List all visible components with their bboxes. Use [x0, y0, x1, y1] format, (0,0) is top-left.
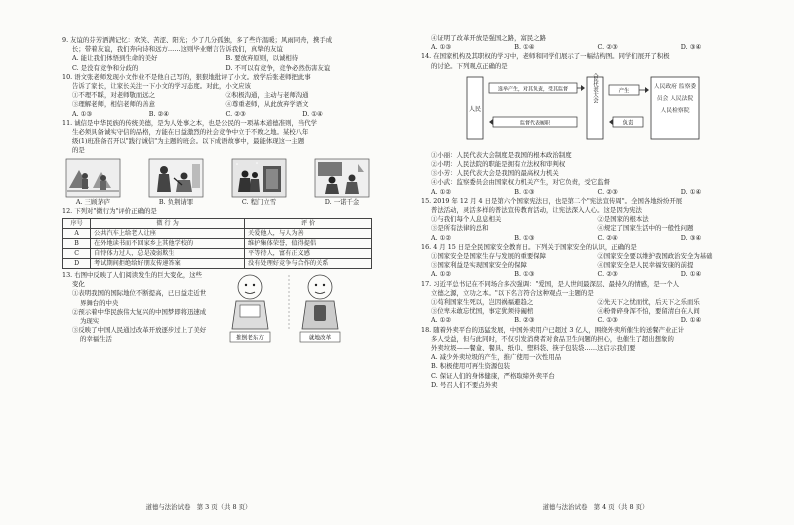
q14-structure-diagram — [431, 73, 764, 149]
q10-answer-b: B. ②④ — [148, 109, 169, 118]
q18-option-b: B. 积极使用可再生资源包装 — [431, 362, 511, 371]
q13-cartoon — [220, 265, 358, 349]
page-3-footer: 道德与法治试卷 第 3 页（共 8 页） — [145, 503, 252, 511]
question-13-continued — [421, 34, 764, 52]
q16-answer-c: C. ②③ — [597, 270, 618, 279]
q16-option-2: ②国家安全要以维护我国政治安全为基础 — [597, 252, 713, 261]
q15-answer-c: C. ②④ — [597, 233, 618, 242]
q17-answer-b: B. ②③ — [514, 316, 535, 325]
q11-picture-a — [62, 158, 124, 207]
q11-stem-1: 11. 诚信是中华民族的传统美德，是为人处事之本，也是公民的一项基本道德准则，当代学 — [62, 118, 318, 127]
q18-stem-1: 18. 随着外卖平台的迅猛发展，中国外卖用户已超过 3 亿人，围绕外卖所催生的送餐产业正计 — [421, 325, 685, 334]
q11-picture-d — [311, 158, 373, 207]
question-15 — [421, 197, 764, 243]
q10-answer-a: A. ①③ — [72, 109, 93, 118]
q18-option-a: A. 减少外卖垃圾的产生，推广使用一次性用品 — [431, 353, 562, 362]
q9-option-a: A. 能让我们体悟到生命的美好 — [72, 54, 158, 63]
cartoon-reading-change-icon — [220, 265, 358, 345]
question-18 — [421, 326, 764, 390]
q16-answer-a: A. ①② — [431, 270, 452, 279]
row-b-seq: B — [63, 239, 91, 249]
q15-option-4: ④规定了国家生活中的一般性问题 — [597, 224, 694, 233]
q17-option-1: ①苟利国家生死以，岂因祸福避趋之 — [431, 298, 534, 307]
q14-option-1: ①小丽：人民代表大会制度是我国的根本政治制度 — [431, 150, 572, 159]
question-10 — [62, 73, 379, 119]
page-4-footer: 道德与法治试卷 第 4 页（共 8 页） — [542, 503, 649, 511]
table-header — [63, 219, 372, 229]
row-b-evaluation: 维护集体荣誉，值得提倡 — [245, 239, 372, 249]
table-row — [63, 239, 372, 249]
q10-option-3: ③理解老师，相信老师的善意 — [72, 100, 156, 109]
arrow-left-icon — [489, 119, 493, 125]
arrow-left-icon — [609, 119, 613, 125]
question-14 — [421, 52, 764, 196]
q10-stem-1: 10. 语文张老师发现小文作业不是他自己写的，狠狠地批评了小文。放学后张老师把此事 — [62, 72, 311, 81]
q17-stem-1: 17. 习近平总书记在不同场合多次强调："爱国，是人世间最深层、最持久的情感，是一个人 — [421, 279, 679, 288]
q18-option-c: C. 保证人们的身体健康，严格取缔外卖平台 — [431, 371, 555, 380]
q9-option-b: B. 要放弃原则，以诚相待 — [225, 54, 299, 63]
q13-option-3b: 的幸福生活 — [80, 335, 112, 344]
q9-option-d: D. 不可以有竞争，竞争必然伤害友谊 — [225, 63, 331, 72]
q13-answer-d: D. ③④ — [680, 43, 702, 52]
q13-option-4: ④证明了改革开放是强国之路，富民之路 — [431, 34, 547, 42]
question-13 — [62, 271, 379, 349]
q13-stem-1: 13. 右图中反映了人们阅读发生的巨大变化，这些 — [62, 271, 203, 280]
q14-option-3: ③小芳：人民代表大会是我国的最高权力机关 — [431, 169, 559, 178]
q11-stem-3: 级(1)班准备召开以"践行诚信"为主题的班会。以下成语故事中，最能体现这一主题 — [72, 137, 305, 146]
q16-answer-d: D. ①④ — [680, 270, 702, 279]
diagram-arrow-bottom-label: 监督代表履职 — [519, 120, 551, 127]
q17-stem-2: 立德之源，立功之本。"以下名言符合这种观点一主题的是 — [431, 288, 594, 297]
header-behavior: 微 行 为 — [91, 219, 245, 229]
q18-option-d: D. 号召人们不要点外卖 — [431, 380, 498, 389]
q13-option-3a: ③反映了中国人民通过改革开放逐步过上了美好 — [72, 326, 207, 335]
page-right — [397, 0, 794, 525]
q10-option-4: ④尊重老师，从此放弃学语文 — [225, 100, 309, 109]
q16-option-3: ③国家利益是实现国家安全的保障 — [431, 261, 527, 270]
diagram-middle-bottom-label: 负责 — [622, 120, 634, 127]
q11-stem-4: 的是 — [72, 146, 85, 155]
q11-picture-b — [145, 158, 207, 207]
q14-option-2: ②小明：人民法院的职能是拥有立法权和审判权 — [431, 160, 566, 169]
q15-option-1: ①与我们每个人息息相关 — [431, 215, 502, 224]
diagram-arrow-top-label: 选举产生，对其负责，受其监督 — [497, 86, 569, 93]
row-a-behavior: 公共汽车上给老人让座 — [91, 229, 245, 239]
q16-stem: 16. 4 月 15 日是全民国家安全教育日。下列关于国家安全的认识，正确的是 — [421, 242, 637, 251]
q10-answer-d: D. ①④ — [302, 109, 323, 118]
q17-option-4: ④粉骨碎身浑不怕，要留清白在人间 — [597, 307, 700, 316]
row-c-seq: C — [63, 249, 91, 259]
q11-stem-2: 生必须具备诚实守信的品格，方能在日益激烈的社会竞争中立于不败之地。某校八年 — [72, 128, 309, 137]
question-12 — [62, 207, 379, 269]
q11-label-d: D. 一诺千金 — [324, 197, 360, 206]
header-seq: 序号 — [63, 219, 91, 229]
q10-stem-2: 告诉了家长，让家长关注一下小文的学习态度。对此，小文应该 — [72, 82, 251, 91]
row-d-seq: D — [63, 259, 91, 269]
header-evaluation: 评 价 — [245, 219, 372, 229]
q15-answer-b: B. ①③ — [514, 233, 535, 242]
q11-picture-row — [62, 158, 379, 207]
table-row — [63, 229, 372, 239]
question-16 — [421, 243, 764, 280]
q16-option-1: ①国家安全是国家生存与发展的重要保障 — [431, 252, 547, 261]
q17-answer-a: A. ①② — [431, 316, 452, 325]
cartoon-label-right: 就地改革 — [308, 335, 332, 342]
q15-option-3: ③是所有法律的总和 — [431, 224, 489, 233]
question-9 — [62, 36, 379, 73]
q14-stem-1: 14. 在国家机构及其职权的学习中，老师和同学们展示了一幅结构图。同学们展开了积极 — [421, 52, 670, 61]
q10-answer-c: C. ②③ — [225, 109, 246, 118]
q14-answer-b: B. ①③ — [514, 187, 535, 196]
q18-stem-3: 外卖垃圾——餐盒、餐具、纸巾、塑料袋、筷子包装袋……这启示我们要 — [431, 344, 636, 353]
q13-answer-c: C. ②③ — [597, 43, 618, 52]
q10-option-2: ②积极沟通，主动与老师沟通 — [225, 91, 309, 100]
row-d-evaluation: 没有处理好竞争与合作的关系 — [245, 259, 372, 269]
q13-option-2b: 为现实 — [80, 317, 100, 326]
row-b-behavior: 在外地读书而不回家乡上其他学校的 — [91, 239, 245, 249]
q10-option-1: ①不理不睬，对老师敬而远之 — [72, 91, 156, 100]
question-17 — [421, 280, 764, 326]
q18-stem-2: 多人受益，但与此同时，不仅引发消费者对食品卫生问题的担心，也催生了超出想象的 — [431, 334, 674, 343]
table-row — [63, 249, 372, 259]
q15-answer-d: D. ③④ — [680, 233, 702, 242]
q17-answer-c: C. ①③ — [597, 316, 618, 325]
q11-picture-c — [228, 158, 290, 207]
row-c-behavior: 自恃体力过人，总是凌弱欺生 — [91, 249, 245, 259]
illustration-promise-icon — [314, 158, 370, 198]
illustration-snow-door-icon — [231, 158, 287, 198]
question-11 — [62, 119, 379, 207]
q15-stem-2: 普法活动，灵活多样的普法宣传教育活动，让宪法深入人心。这是因为宪法 — [431, 206, 642, 215]
q13-option-2a: ②预示着中华民族伟大复兴的中国梦即将迅速成 — [72, 307, 207, 316]
q13-option-1a: ①表明我国的国际地位不断提高，已日益走近世 — [72, 289, 207, 298]
q12-table — [62, 218, 372, 269]
q17-option-2: ②先天下之忧而忧，后天下之乐而乐 — [597, 298, 700, 307]
q14-stem-2: 的讨论。下列观点正确的是 — [431, 61, 508, 70]
diagram-middle-top-label: 产生 — [618, 88, 630, 95]
q12-stem: 12. 下列对"微行为"评价正确的是 — [62, 206, 157, 215]
q15-option-2: ②是国家的根本法 — [597, 215, 649, 224]
q14-option-4: ④小武：监察委员会由国家权力机关产生，对它负责，受它监督 — [431, 178, 610, 187]
row-a-seq: A — [63, 229, 91, 239]
diagram-people-label: 人民 — [468, 105, 482, 113]
q17-option-3: ③位卑未敢忘忧国，事定犹须待阖棺 — [431, 307, 534, 316]
arrow-right-icon — [645, 87, 649, 93]
q9-stem-1: 9. 友谊的芬芳洒满记忆：欢笑、苦涩、阳光；少了几分孤独，多了些许温暖；风雨同舟，携手成 — [62, 36, 333, 44]
q13-answer-b: B. ①④ — [514, 43, 535, 52]
q14-answer-c: C. ②③ — [597, 187, 618, 196]
q13-option-1b: 界舞台的中央 — [80, 298, 119, 307]
q14-answer-d: D. ①④ — [680, 187, 702, 196]
row-a-evaluation: 关爱他人，与人为善 — [245, 229, 372, 239]
q9-stem-2: 长；带着友谊，我们奔向诗和远方……这则毕业赠言告诉我们，真挚的友谊 — [72, 45, 283, 54]
q15-stem-1: 15. 2019 年 12 月 4 日是第六个国家宪法日，也是第二个"宪法宣传周"。全国各地纷纷开展 — [421, 196, 683, 205]
cartoon-label-left: 推倒老东方 — [236, 335, 264, 342]
diagram-organs-label: 人民政府 监察委员会 人民法院 人民检察院 — [653, 83, 697, 114]
illustration-three-visits-icon — [65, 158, 121, 198]
q16-answer-b: B. ①③ — [514, 270, 535, 279]
q13-stem-2: 变化 — [72, 280, 85, 289]
q15-answer-a: A. ①② — [431, 233, 452, 242]
row-c-evaluation: 平等待人，富有正义感 — [245, 249, 372, 259]
q11-label-b: B. 负荆请罪 — [158, 197, 194, 206]
q17-answer-d: D. ①④ — [680, 316, 702, 325]
diagram-congress-label: 人民代表大会 — [592, 72, 598, 104]
illustration-apology-icon — [148, 158, 204, 198]
q13-answer-a: A. ①③ — [431, 43, 452, 52]
q16-option-4: ④国家安全是人民幸福安康的前提 — [597, 261, 694, 270]
row-d-behavior: 考试期间拒绝给好朋友传递答案 — [91, 259, 245, 269]
q9-option-c: C. 是没有竞争和分歧的 — [72, 63, 139, 72]
q14-answer-a: A. ①② — [431, 187, 452, 196]
q11-label-c: C. 程门立雪 — [241, 197, 277, 206]
q11-label-a: A. 三顾茅庐 — [75, 197, 111, 206]
